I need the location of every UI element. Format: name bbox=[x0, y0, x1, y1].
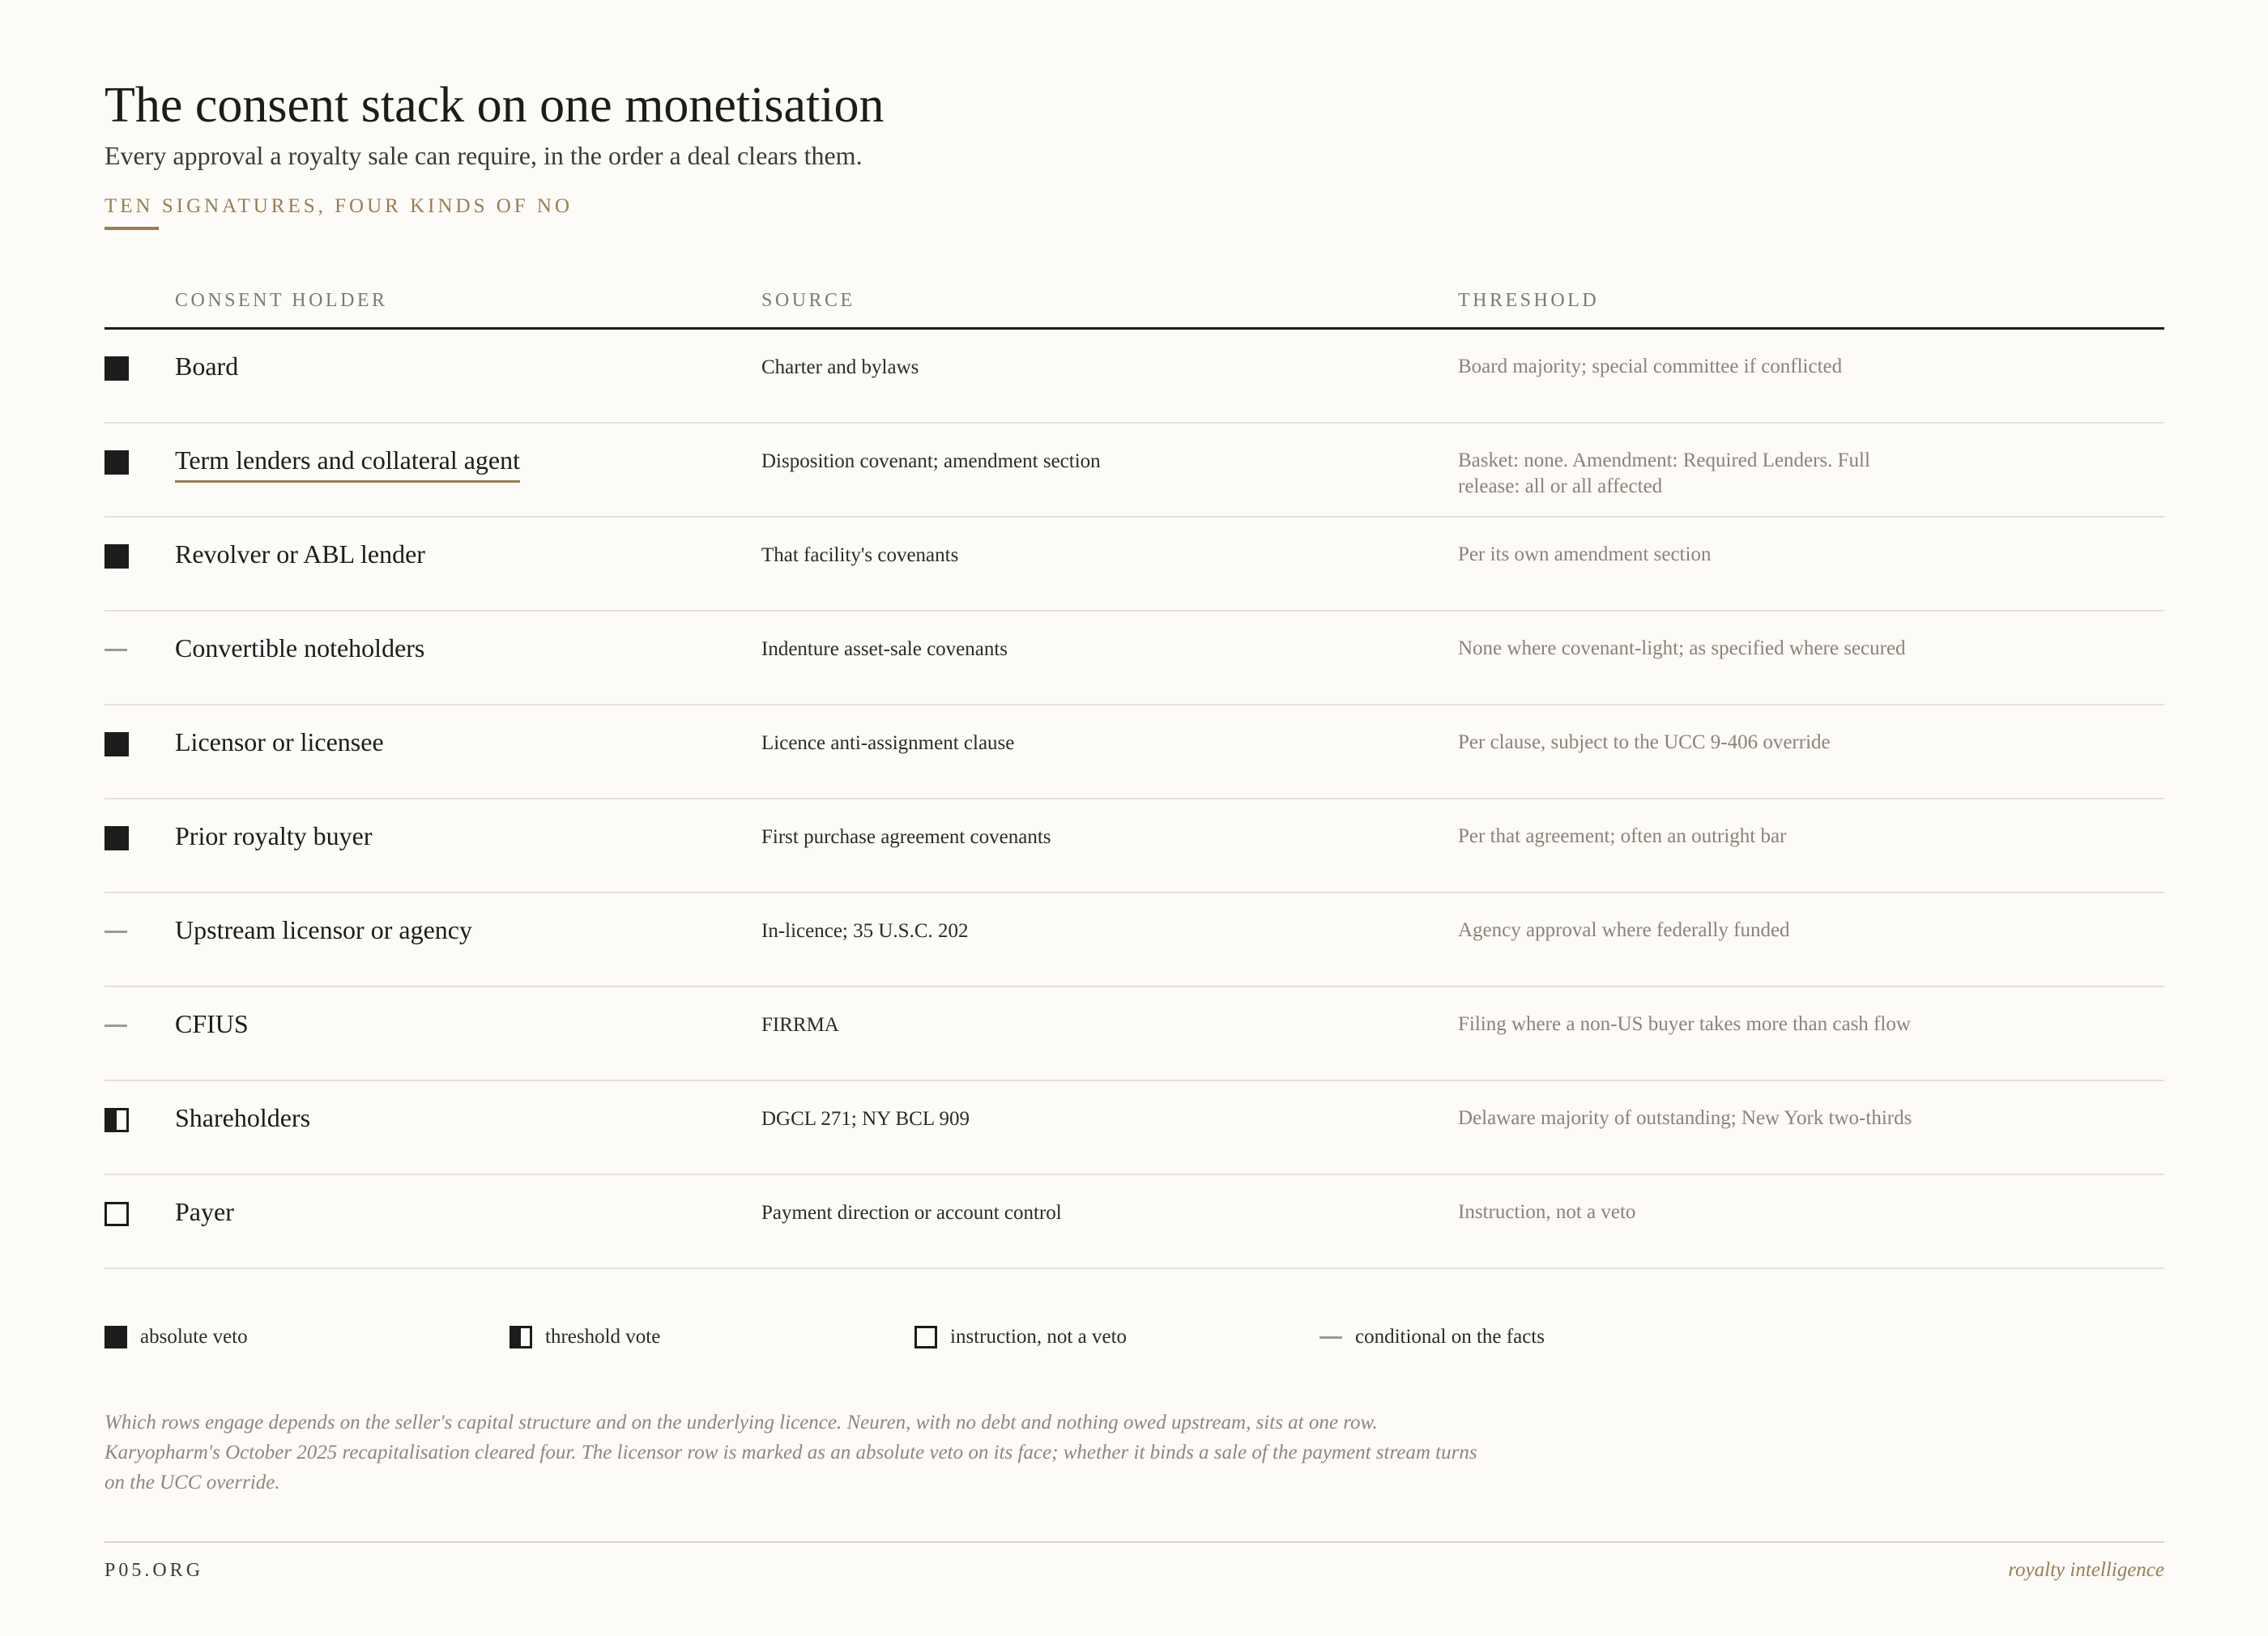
consent-source: Indenture asset-sale covenants bbox=[761, 638, 1008, 660]
legend-label: threshold vote bbox=[545, 1326, 661, 1348]
consent-holder: Licensor or licensee bbox=[175, 727, 384, 756]
consent-holder: CFIUS bbox=[175, 1009, 249, 1038]
conditional-dash-icon bbox=[104, 931, 127, 933]
absolute-veto-icon bbox=[104, 732, 129, 756]
footer-tagline: royalty intelligence bbox=[2008, 1559, 2164, 1581]
kicker-rule bbox=[104, 227, 159, 230]
footer-site-link[interactable]: P05.ORG bbox=[104, 1560, 204, 1581]
consent-source: Licence anti-assignment clause bbox=[761, 732, 1015, 754]
legend-label: absolute veto bbox=[140, 1326, 248, 1348]
consent-holder: Revolver or ABL lender bbox=[175, 539, 425, 569]
table-row bbox=[104, 799, 2164, 893]
consent-holder: Prior royalty buyer bbox=[175, 821, 373, 850]
consent-threshold: Basket: none. Amendment: Required Lenders. Full release: all or all affected bbox=[1458, 449, 1870, 497]
column-header-source: SOURCE bbox=[761, 290, 855, 311]
table-row bbox=[104, 330, 2164, 424]
consent-threshold: Per that agreement; often an outright bar bbox=[1458, 825, 1787, 847]
footnote: Which rows engage depends on the seller's capital structure and on the underlying licence. Neuren, with no debt and nothing owed upstream, sits at one row. Karyopharm's October 2025 recapitalisation cleared four. The licensor row is marked as an absolute veto on its face; whether it binds a sale of the payment stream turns on the UCC override. bbox=[104, 1412, 1477, 1493]
absolute-veto-icon bbox=[104, 1326, 127, 1348]
footer-divider bbox=[104, 1541, 2164, 1543]
consent-holder: Payer bbox=[175, 1197, 234, 1226]
instruction-box-icon bbox=[104, 1202, 129, 1226]
conditional-dash-icon bbox=[104, 1025, 127, 1027]
consent-source: FIRRMA bbox=[761, 1014, 839, 1036]
consent-source: First purchase agreement covenants bbox=[761, 826, 1051, 848]
kicker: TEN SIGNATURES, FOUR KINDS OF NO bbox=[104, 195, 573, 217]
consent-holder: Upstream licensor or agency bbox=[175, 915, 472, 944]
legend-label: conditional on the facts bbox=[1355, 1326, 1545, 1348]
conditional-dash-icon bbox=[1319, 1336, 1342, 1339]
table-header bbox=[104, 283, 2164, 330]
absolute-veto-icon bbox=[104, 826, 129, 850]
consent-holder: Board bbox=[175, 351, 239, 381]
table-row bbox=[104, 893, 2164, 987]
consent-threshold: Instruction, not a veto bbox=[1458, 1201, 1636, 1223]
absolute-veto-icon bbox=[104, 450, 129, 475]
threshold-vote-icon bbox=[104, 1108, 129, 1132]
table-row bbox=[104, 1175, 2164, 1269]
threshold-vote-icon bbox=[509, 1326, 532, 1348]
page-title: The consent stack on one monetisation bbox=[104, 78, 885, 133]
consent-threshold: Delaware majority of outstanding; New York two-thirds bbox=[1458, 1107, 1912, 1129]
column-header-holder: CONSENT HOLDER bbox=[175, 290, 388, 311]
table-row bbox=[104, 987, 2164, 1081]
consent-source: That facility's covenants bbox=[761, 544, 959, 566]
absolute-veto-icon bbox=[104, 544, 129, 569]
consent-holder: Shareholders bbox=[175, 1103, 311, 1132]
consent-threshold: None where covenant-light; as specified where secured bbox=[1458, 637, 1906, 659]
legend-label: instruction, not a veto bbox=[950, 1326, 1128, 1348]
consent-holder: Convertible noteholders bbox=[175, 633, 425, 662]
consent-source: In-licence; 35 U.S.C. 202 bbox=[761, 920, 969, 942]
consent-threshold: Per its own amendment section bbox=[1458, 543, 1712, 565]
consent-source: Disposition covenant; amendment section bbox=[761, 450, 1101, 472]
table-row bbox=[104, 424, 2164, 518]
consent-threshold: Agency approval where federally funded bbox=[1458, 919, 1790, 941]
consent-holder-highlighted: Term lenders and collateral agent bbox=[175, 443, 520, 483]
absolute-veto-icon bbox=[104, 356, 129, 381]
page bbox=[104, 0, 2164, 1636]
table-row bbox=[104, 1081, 2164, 1175]
instruction-box-icon bbox=[914, 1326, 937, 1348]
consent-source: Charter and bylaws bbox=[761, 356, 919, 378]
consent-threshold: Filing where a non-US buyer takes more than cash flow bbox=[1458, 1013, 1911, 1035]
table-row bbox=[104, 518, 2164, 611]
consent-table bbox=[104, 330, 2164, 1269]
consent-source: Payment direction or account control bbox=[761, 1202, 1062, 1224]
legend bbox=[104, 1323, 2164, 1353]
conditional-dash-icon bbox=[104, 649, 127, 651]
consent-source: DGCL 271; NY BCL 909 bbox=[761, 1108, 970, 1130]
consent-threshold: Board majority; special committee if conflicted bbox=[1458, 356, 1843, 377]
consent-threshold: Per clause, subject to the UCC 9-406 override bbox=[1458, 731, 1831, 753]
table-row bbox=[104, 611, 2164, 705]
column-header-threshold: THRESHOLD bbox=[1458, 290, 1600, 311]
page-subtitle: Every approval a royalty sale can require, in the order a deal clears them. bbox=[104, 141, 863, 170]
table-row bbox=[104, 705, 2164, 799]
